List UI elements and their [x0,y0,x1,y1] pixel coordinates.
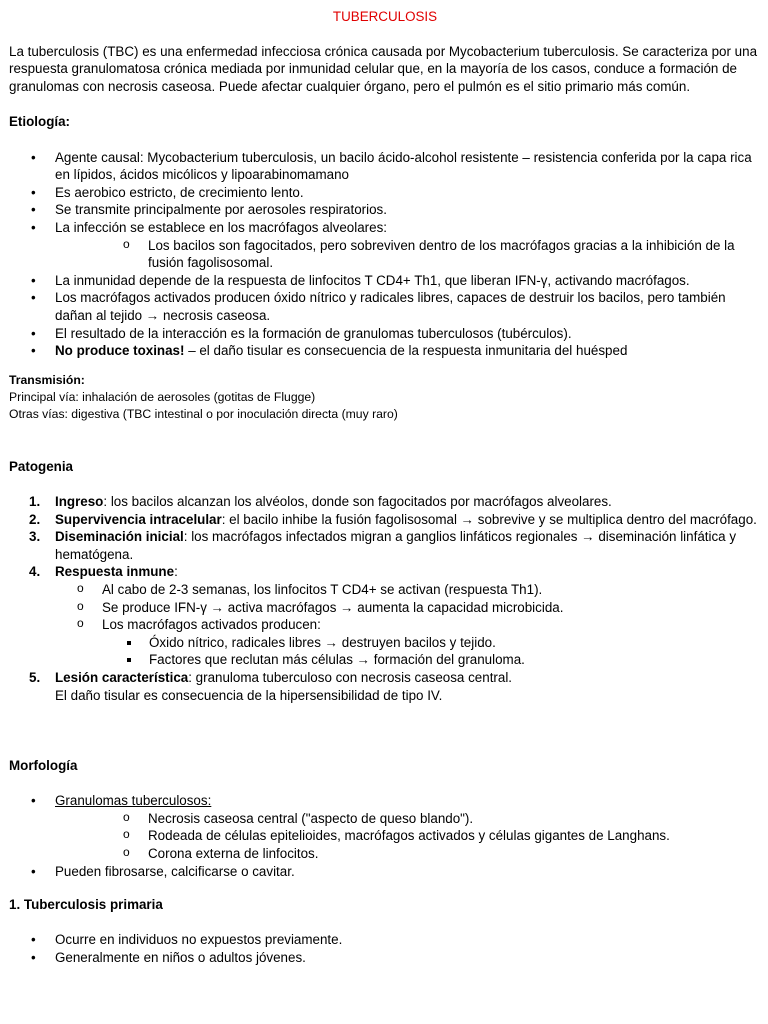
sub-list-item: o Los macrófagos activados producen: Óxido nítrico, radicales libres → destruyen bacilos y tejido. Factores que reclutan más células → formación del granuloma. [9,616,761,669]
section-heading-patogenia: Patogenia [9,458,73,474]
list-item: • Generalmente en niños o adultos jóvenes. [9,949,761,967]
primaria-list [9,931,761,966]
document-page [9,8,761,967]
section-heading-morfologia: Morfología [9,757,78,773]
list-item: • Los macrófagos activados producen óxido nítrico y radicales libres, capaces de destruir los bacilos, pero también dañan al tejido → necrosis caseosa. [9,289,761,324]
list-item: 5. Lesión característica: granuloma tuberculoso con necrosis caseosa central. [29,670,513,685]
sub-list-item: o Rodeada de células epitelioides, macrófagos activados y células gigantes de Langhans. [55,827,761,845]
etiologia-list [9,149,761,360]
list-item: • La inmunidad depende de la respuesta de linfocitos T CD4+ Th1, que liberan IFN-γ, activando macrófagos. [9,272,761,290]
sub-list-item: o Los bacilos son fagocitados, pero sobreviven dentro de los macrófagos gracias a la inhibición de la fusión fagolisosomal. [55,237,761,272]
sub-list-item: o Corona externa de linfocitos. [55,845,761,863]
list-item: 1. Ingreso: los bacilos alcanzan los alvéolos, donde son fagocitados por macrófagos alveolares. [29,494,612,510]
list-item: • Ocurre en individuos no expuestos previamente. [9,931,761,949]
list-item: • Es aerobico estricto, de crecimiento lento. [9,184,761,202]
sub-list-item: o Se produce IFN-γ → activa macrófagos → aumenta la capacidad microbicida. [9,599,761,617]
list-item: • Pueden fibrosarse, calcificarse o cavitar. [9,863,761,881]
list-item: 4. Respuesta inmune: o Al cabo de 2-3 semanas, los linfocitos T CD4+ se activan (respuesta Th1). o Se produce IFN-γ → activa macrófagos → aumenta la capacidad microbicida. o Los macrófagos activados producen: Óxido nítrico, radicales libres → destruyen bacilos y tejido. Factores que reclutan más células → formación del granuloma. [9,563,761,669]
transmision-line: Principal vía: inhalación de aerosoles (gotitas de Flugge) [9,389,316,404]
section-heading-etiologia: Etiología: [9,114,70,130]
section-heading-primaria: 1. Tuberculosis primaria [9,897,163,913]
list-item: • Se transmite principalmente por aerosoles respiratorios. [9,201,761,219]
sub-list-item: o Al cabo de 2-3 semanas, los linfocitos T CD4+ se activan (respuesta Th1). [9,581,761,599]
lesion-note: El daño tisular es consecuencia de la hipersensibilidad de tipo IV. [55,687,443,703]
list-item: • Granulomas tuberculosos: o Necrosis caseosa central ("aspecto de queso blando"). o Rodeada de células epitelioides, macrófagos activados y células gigantes de Langhans. o Corona externa de linfocitos. [9,792,761,862]
sub-sub-list-item: Factores que reclutan más células → formación del granuloma. [9,651,761,669]
patogenia-list [9,493,761,687]
morfologia-list [9,792,761,880]
list-item: • No produce toxinas! – el daño tisular es consecuencia de la respuesta inmunitaria del huésped [9,342,761,360]
list-item: 3. Diseminación inicial: los macrófagos infectados migran a ganglios linfáticos regionales → diseminación linfática y hematógena. [29,529,737,562]
list-item: • La infección se establece en los macrófagos alveolares: o Los bacilos son fagocitados, pero sobreviven dentro de los macrófagos gracias a la inhibición de la fusión fagolisosomal. [9,219,761,272]
section-heading-transmision: Transmisión: [9,372,85,387]
list-item: • Agente causal: Mycobacterium tuberculosis, un bacilo ácido-alcohol resistente – resistencia conferida por la capa rica en lípidos, ácidos micólicos y lipoarabinomamano [9,149,761,184]
list-item: 2. Supervivencia intracelular: el bacilo inhibe la fusión fagolisosomal → sobrevive y se multiplica dentro del macrófago. [29,511,757,527]
sub-list-item: o Necrosis caseosa central ("aspecto de queso blando"). [55,810,761,828]
list-item: • El resultado de la interacción es la formación de granulomas tuberculosos (tubérculos). [9,325,761,343]
transmision-line: Otras vías: digestiva (TBC intestinal o por inoculación directa (muy raro) [9,406,398,421]
sub-sub-list-item: Óxido nítrico, radicales libres → destruyen bacilos y tejido. [9,634,761,652]
document-title: TUBERCULOSIS [332,9,438,24]
intro-paragraph: La tuberculosis (TBC) es una enfermedad infecciosa crónica causada por Mycobacterium tuberculosis. Se caracteriza por una respuesta granulomatosa crónica mediada por inmunidad celular que, en la mayoría de los casos, conduce a formación de granulomas con necrosis caseosa. Puede afectar cualquier órgano, pero el pulmón es el sitio primario más común. [9,43,758,94]
